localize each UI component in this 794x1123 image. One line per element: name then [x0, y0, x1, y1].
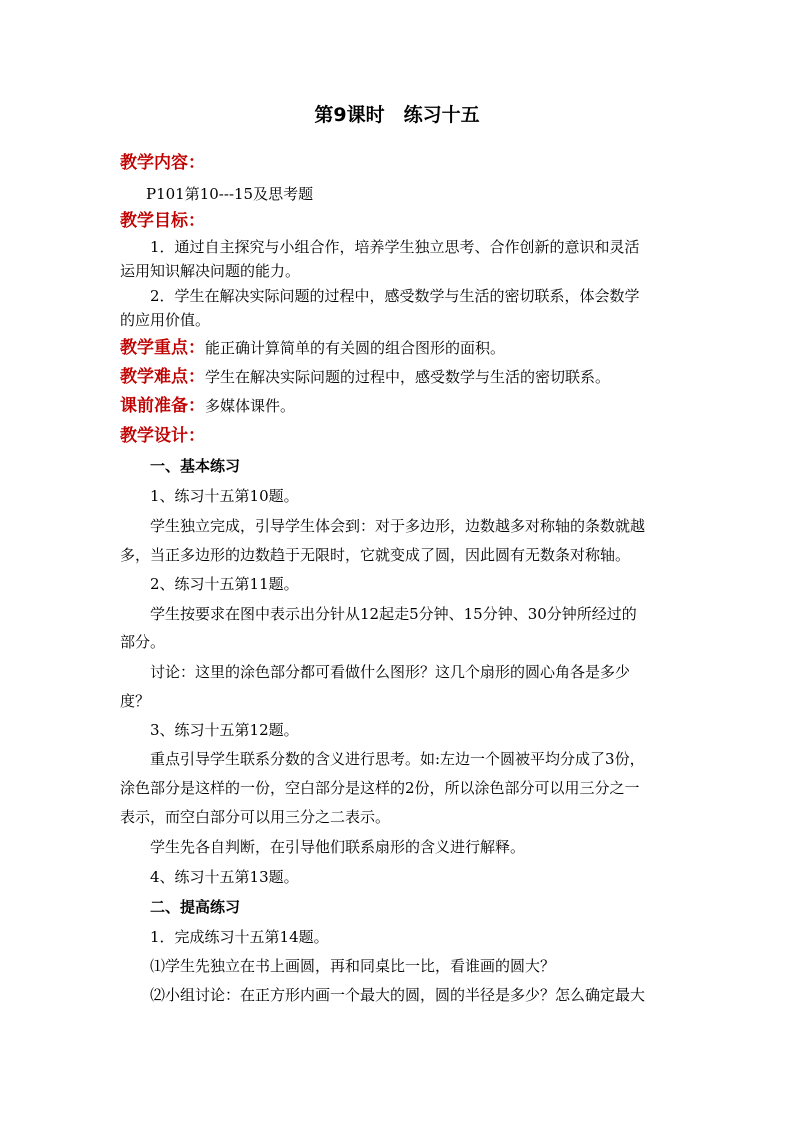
- page-title: 第9课时 练习十五: [314, 104, 480, 126]
- design-heading: 教学设计：: [120, 426, 205, 446]
- paragraph: 度？: [120, 692, 151, 710]
- paragraph: 2、练习十五第11题。: [150, 575, 299, 593]
- part2-title: 二、提高练习: [150, 898, 241, 916]
- paragraph: 表示，而空白部分可以用三分之二表示。: [120, 808, 391, 826]
- paragraph: ⑵小组讨论：在正方形内画一个最大的圆，圆的半径是多少？怎么确定最大: [150, 986, 646, 1004]
- prep-heading: 课前准备：: [120, 396, 205, 416]
- difficult-points: [120, 367, 610, 387]
- goal-1-line-2: 运用知识解决问题的能力。: [120, 262, 301, 280]
- paragraph: 学生独立完成，引导学生体会到：对于多边形，边数越多对称轴的条数就越: [150, 517, 646, 535]
- paragraph: 学生按要求在图中表示出分针从12起走5分钟、15分钟、30分钟所经过的: [150, 605, 637, 623]
- goal-heading: 教学目标：: [120, 211, 205, 231]
- paragraph: 学生先各自判断，在引导他们联系扇形的含义进行解释。: [150, 838, 526, 856]
- key-text: 能正确计算简单的有关圆的组合图形的面积。: [205, 339, 506, 357]
- paragraph: 部分。: [120, 633, 166, 651]
- key-heading: 教学重点：: [120, 338, 205, 358]
- goal-1-line-1: 1．通过自主探究与小组合作，培养学生独立思考、合作创新的意识和灵活: [150, 238, 640, 256]
- preparation: [120, 396, 295, 416]
- hard-heading: 教学难点：: [120, 367, 205, 387]
- paragraph: 1．完成练习十五第14题。: [150, 928, 329, 946]
- paragraph: 讨论：这里的涂色部分都可看做什么图形？这几个扇形的圆心角各是多少: [150, 663, 631, 681]
- content-heading: 教学内容：: [120, 153, 205, 173]
- paragraph: 涂色部分是这样的一份，空白部分是这样的2份，所以涂色部分可以用三分之一: [120, 779, 640, 797]
- hard-text: 学生在解决实际问题的过程中，感受数学与生活的密切联系。: [205, 368, 611, 386]
- paragraph: 1、练习十五第10题。: [150, 487, 299, 505]
- key-points: [120, 338, 505, 358]
- paragraph: 重点引导学生联系分数的含义进行思考。如:左边一个圆被平均分成了3份，: [150, 750, 645, 768]
- part1-title: 一、基本练习: [150, 457, 241, 475]
- goal-2-line-2: 的应用价值。: [120, 311, 211, 329]
- goal-2-line-1: 2．学生在解决实际问题的过程中，感受数学与生活的密切联系，体会数学: [150, 287, 640, 305]
- content-text: P101第10---15及思考题: [146, 185, 314, 203]
- paragraph: ⑴学生先独立在书上画圆，再和同桌比一比，看谁画的圆大？: [150, 957, 556, 975]
- prep-text: 多媒体课件。: [205, 397, 296, 415]
- paragraph: 多，当正多边形的边数趋于无限时，它就变成了圆，因此圆有无数条对称轴。: [120, 546, 631, 564]
- paragraph: 4、练习十五第13题。: [150, 868, 299, 886]
- paragraph: 3、练习十五第12题。: [150, 721, 299, 739]
